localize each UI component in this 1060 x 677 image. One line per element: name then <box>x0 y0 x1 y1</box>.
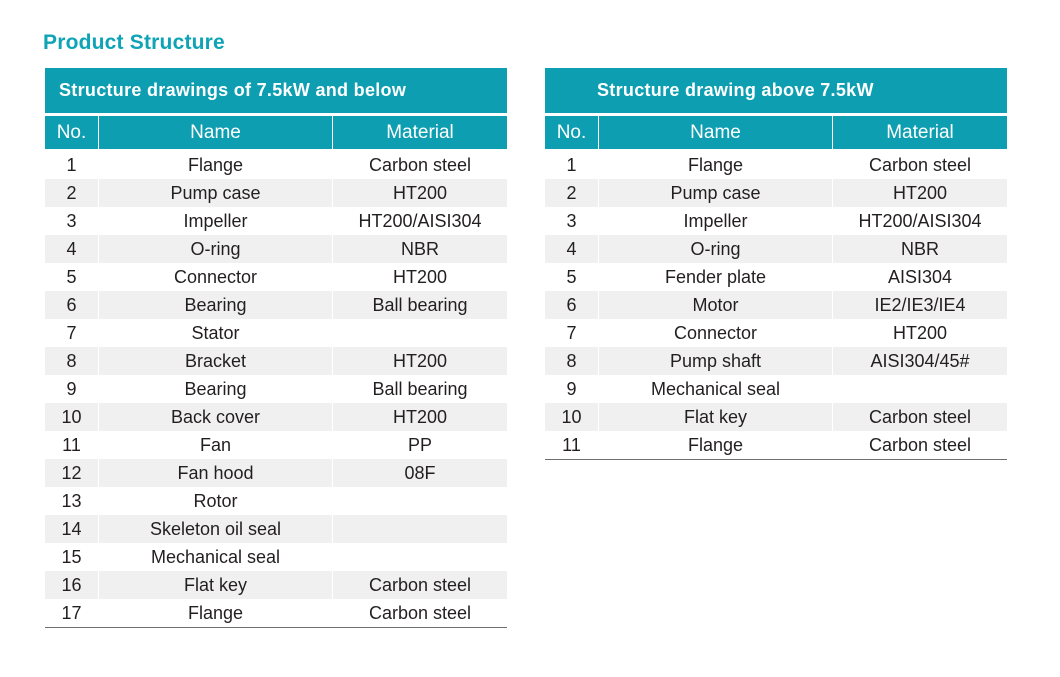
cell-no: 8 <box>45 347 99 375</box>
table-row <box>45 291 507 319</box>
cell-material: Carbon steel <box>868 435 972 455</box>
cell-material: AISI304/45# <box>870 351 970 371</box>
cell-material <box>333 543 507 571</box>
header-name: Name <box>99 116 333 149</box>
table-row <box>45 487 507 515</box>
table-row <box>545 235 1007 263</box>
cell-name: Motor <box>599 291 833 319</box>
table-header-row <box>45 116 507 149</box>
cell-name: Connector <box>599 319 833 347</box>
structure-table-small <box>45 68 507 628</box>
cell-material: AISI304 <box>887 267 953 287</box>
cell-name: Flange <box>599 431 833 459</box>
table-row <box>45 459 507 487</box>
table-row <box>45 571 507 599</box>
table-body <box>545 151 1007 460</box>
header-name: Name <box>599 116 833 149</box>
cell-name: Fan <box>99 431 333 459</box>
cell-no: 11 <box>545 431 599 459</box>
cell-no: 9 <box>45 375 99 403</box>
cell-name: Flat key <box>99 571 333 599</box>
table-row <box>45 347 507 375</box>
table-row <box>545 375 1007 403</box>
table-row <box>545 179 1007 207</box>
cell-material: Carbon steel <box>368 155 472 175</box>
cell-material <box>333 515 507 543</box>
table-row <box>545 347 1007 375</box>
cell-name: Bearing <box>99 375 333 403</box>
cell-no: 1 <box>45 151 99 179</box>
cell-material: HT200 <box>392 407 448 427</box>
table-row <box>545 319 1007 347</box>
cell-no: 2 <box>45 179 99 207</box>
cell-no: 4 <box>545 235 599 263</box>
table-row <box>45 207 507 235</box>
cell-name: Bearing <box>99 291 333 319</box>
table-body <box>45 151 507 628</box>
cell-no: 6 <box>545 291 599 319</box>
table-row <box>45 235 507 263</box>
header-no: No. <box>545 116 599 149</box>
cell-name: Stator <box>99 319 333 347</box>
cell-no: 3 <box>545 207 599 235</box>
cell-material: NBR <box>400 239 439 259</box>
cell-name: Pump case <box>99 179 333 207</box>
table-row <box>45 431 507 459</box>
header-material: Material <box>886 122 954 143</box>
cell-material: Carbon steel <box>368 603 472 623</box>
cell-material: HT200/AISI304 <box>358 211 482 231</box>
cell-name: Pump shaft <box>599 347 833 375</box>
cell-no: 13 <box>45 487 99 515</box>
cell-name: Mechanical seal <box>599 375 833 403</box>
cell-material: NBR <box>900 239 939 259</box>
cell-material <box>333 319 507 347</box>
cell-name: Skeleton oil seal <box>99 515 333 543</box>
cell-name: Flat key <box>599 403 833 431</box>
table-row <box>545 207 1007 235</box>
cell-no: 15 <box>45 543 99 571</box>
cell-no: 16 <box>45 571 99 599</box>
cell-name: Connector <box>99 263 333 291</box>
cell-name: Rotor <box>99 487 333 515</box>
cell-no: 11 <box>45 431 99 459</box>
cell-no: 7 <box>45 319 99 347</box>
cell-material: HT200 <box>892 183 948 203</box>
table-row <box>45 375 507 403</box>
cell-name: Bracket <box>99 347 333 375</box>
table-row <box>45 263 507 291</box>
cell-no: 10 <box>45 403 99 431</box>
cell-material <box>833 375 1007 403</box>
cell-no: 14 <box>45 515 99 543</box>
cell-no: 5 <box>545 263 599 291</box>
cell-material: Carbon steel <box>868 407 972 427</box>
table-row <box>545 263 1007 291</box>
cell-no: 6 <box>45 291 99 319</box>
cell-name: Back cover <box>99 403 333 431</box>
cell-name: Flange <box>99 599 333 627</box>
table-row <box>45 179 507 207</box>
cell-material: HT200 <box>392 183 448 203</box>
table-caption: Structure drawings of 7.5kW and below <box>45 68 507 113</box>
structure-table-large <box>545 68 1007 460</box>
cell-no: 2 <box>545 179 599 207</box>
cell-name: Impeller <box>99 207 333 235</box>
cell-name: Flange <box>99 151 333 179</box>
header-no: No. <box>45 116 99 149</box>
cell-name: O-ring <box>599 235 833 263</box>
table-row <box>545 291 1007 319</box>
cell-no: 4 <box>45 235 99 263</box>
cell-material: IE2/IE3/IE4 <box>874 295 966 315</box>
cell-no: 5 <box>45 263 99 291</box>
cell-name: Fender plate <box>599 263 833 291</box>
cell-material: HT200 <box>392 267 448 287</box>
table-row <box>45 403 507 431</box>
cell-name: Impeller <box>599 207 833 235</box>
cell-material: PP <box>407 435 432 455</box>
cell-no: 12 <box>45 459 99 487</box>
cell-name: Mechanical seal <box>99 543 333 571</box>
cell-material: HT200 <box>892 323 948 343</box>
cell-no: 10 <box>545 403 599 431</box>
header-material: Material <box>386 122 454 143</box>
cell-no: 8 <box>545 347 599 375</box>
cell-material: Carbon steel <box>368 575 472 595</box>
cell-no: 1 <box>545 151 599 179</box>
cell-name: Fan hood <box>99 459 333 487</box>
cell-no: 17 <box>45 599 99 627</box>
cell-name: O-ring <box>99 235 333 263</box>
table-row <box>545 431 1007 459</box>
cell-name: Pump case <box>599 179 833 207</box>
cell-material <box>333 487 507 515</box>
cell-no: 3 <box>45 207 99 235</box>
table-row <box>45 151 507 179</box>
cell-material: HT200 <box>392 351 448 371</box>
cell-material: Ball bearing <box>372 295 468 315</box>
table-row <box>545 151 1007 179</box>
table-row <box>45 515 507 543</box>
table-header-row <box>545 116 1007 149</box>
cell-material: 08F <box>404 463 436 483</box>
cell-material: HT200/AISI304 <box>858 211 982 231</box>
cell-name: Flange <box>599 151 833 179</box>
table-row <box>545 403 1007 431</box>
table-row <box>45 319 507 347</box>
table-row <box>45 599 507 627</box>
cell-material: Ball bearing <box>372 379 468 399</box>
cell-no: 7 <box>545 319 599 347</box>
cell-material: Carbon steel <box>868 155 972 175</box>
table-caption: Structure drawing above 7.5kW <box>545 68 1007 113</box>
table-row <box>45 543 507 571</box>
page-title: Product Structure <box>43 31 225 54</box>
cell-no: 9 <box>545 375 599 403</box>
